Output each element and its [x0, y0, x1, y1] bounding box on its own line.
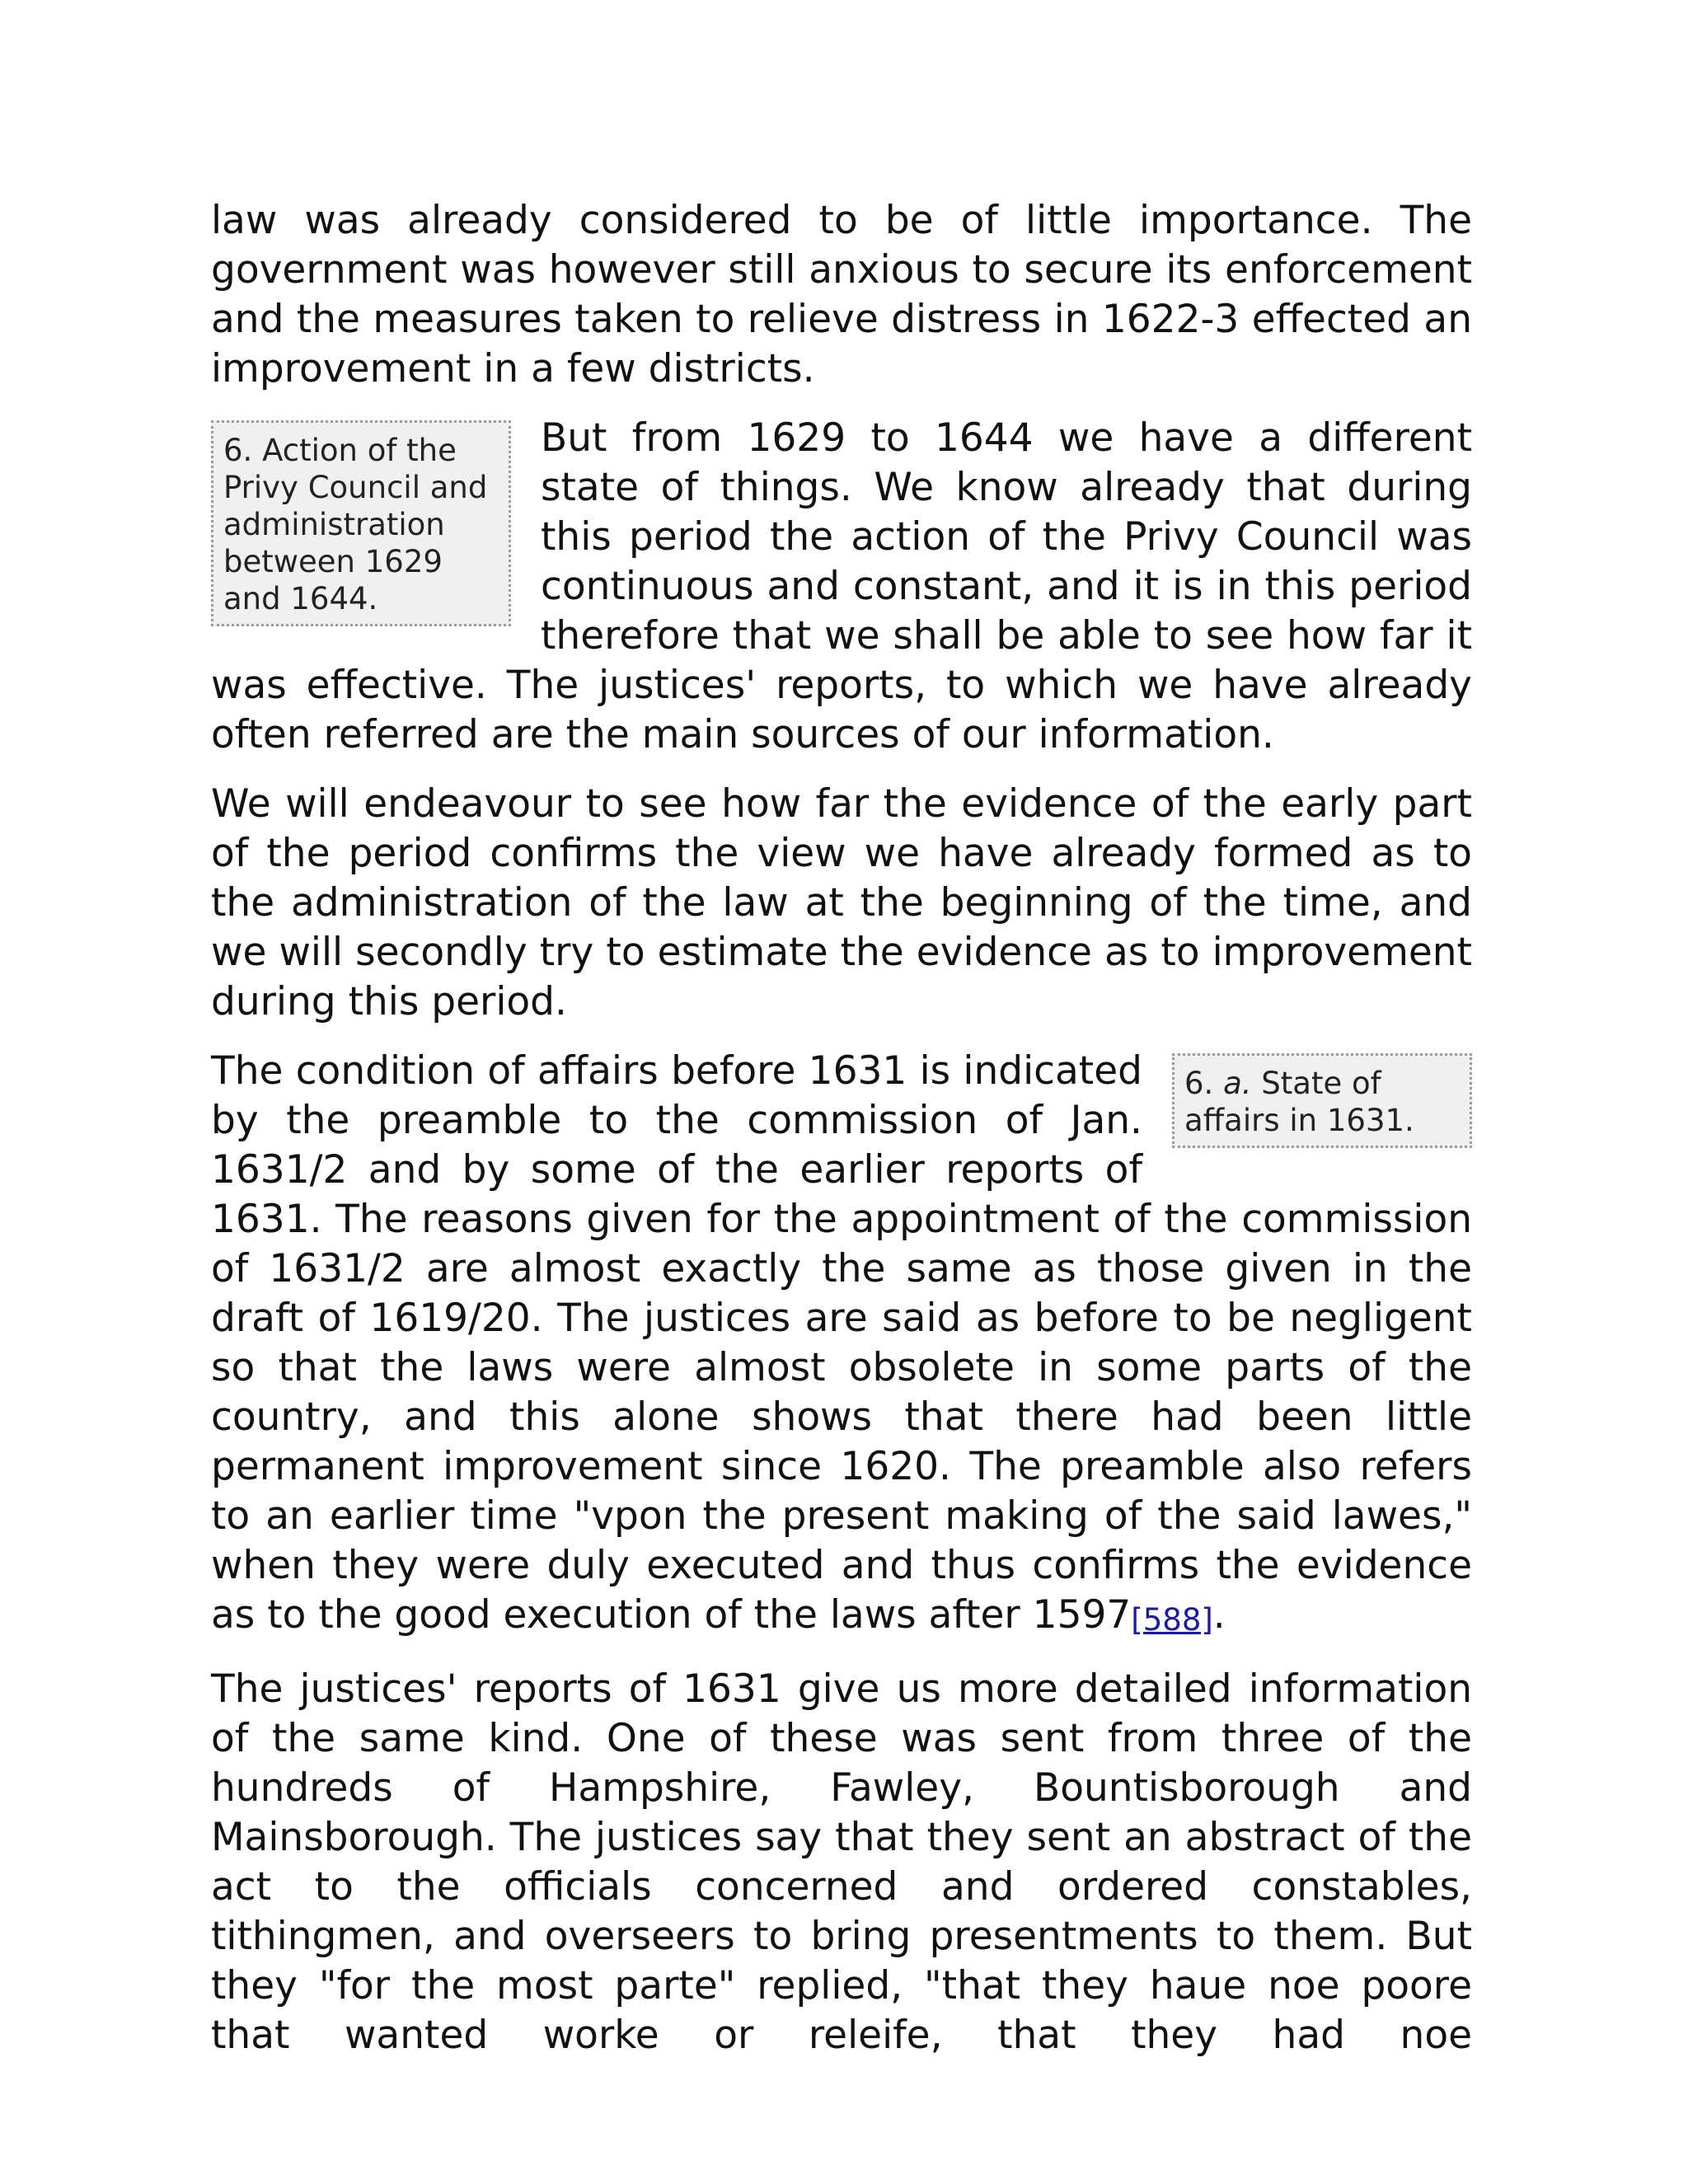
sidenote-state-of-affairs — [1172, 1053, 1472, 1148]
paragraph-3: We will endeavour to see how far the evidence of the early part of the period confirms the view we have already formed as to the administration of the law at the beginning of the time, and we will secondly try to estimate the evidence as to improvement during this period. — [211, 781, 1472, 1024]
sidenote-letter: a. — [1223, 1066, 1252, 1101]
sidenote-text: State of affairs in 1631. — [1184, 1066, 1414, 1138]
paragraph-4-text: The condition of affairs before 1631 is indicated by the preamble to the commission of Jan. 1631/2 and by some of the earlier reports of 1631. The reasons given for the appointment of the commission of 1631/2 are almost exactly the same as those given in the draft of 1619/20. The justices are said as before to be negligent so that the laws were almost obsolete in some parts of the country, and this alone shows that there had been little permanent improvement since 1620. The preamble also refers to an earlier time "vpon the present making of the said lawes," when they were duly executed and thus confirms the evidence as to the good execution of the laws after 1597 — [211, 1048, 1472, 1638]
paragraph-2: But from 1629 to 1644 we have a different state of things. We know already that during this period the action of the Privy Council was continuous and constant, and it is in this period therefore that we shall be able to see how far it was effective. The justices' reports, to which we have already often referred are the main sources of our information. — [211, 415, 1472, 757]
paragraph-1: law was already considered to be of little importance. The government was however still anxious to secure its enforcement and the measures taken to relieve distress in 1622-3 effected an improvement in a few districts. — [211, 198, 1472, 391]
document-page — [211, 196, 1472, 2080]
sidenote-number: 6. — [1184, 1066, 1224, 1101]
sidenote-privy-council: 6. Action of the Privy Council and administration between 1629 and 1644. — [211, 420, 511, 626]
footnote-link-588[interactable]: [588] — [1131, 1602, 1213, 1638]
paragraph-5: The justices' reports of 1631 give us more detailed information of the same kind. One of these was sent from three of the hundreds of Hampshire, Fawley, Bountisborough and Mainsborough. The justices say that they sent an abstract of the act to the officials concerned and ordered constables, tithingmen, and overseers to bring presentments to them. But they "for the most parte" replied, "that they haue noe poore that wanted worke or releife, that they had noe — [211, 1666, 1472, 2058]
paragraph-4-end: . — [1212, 1592, 1226, 1638]
